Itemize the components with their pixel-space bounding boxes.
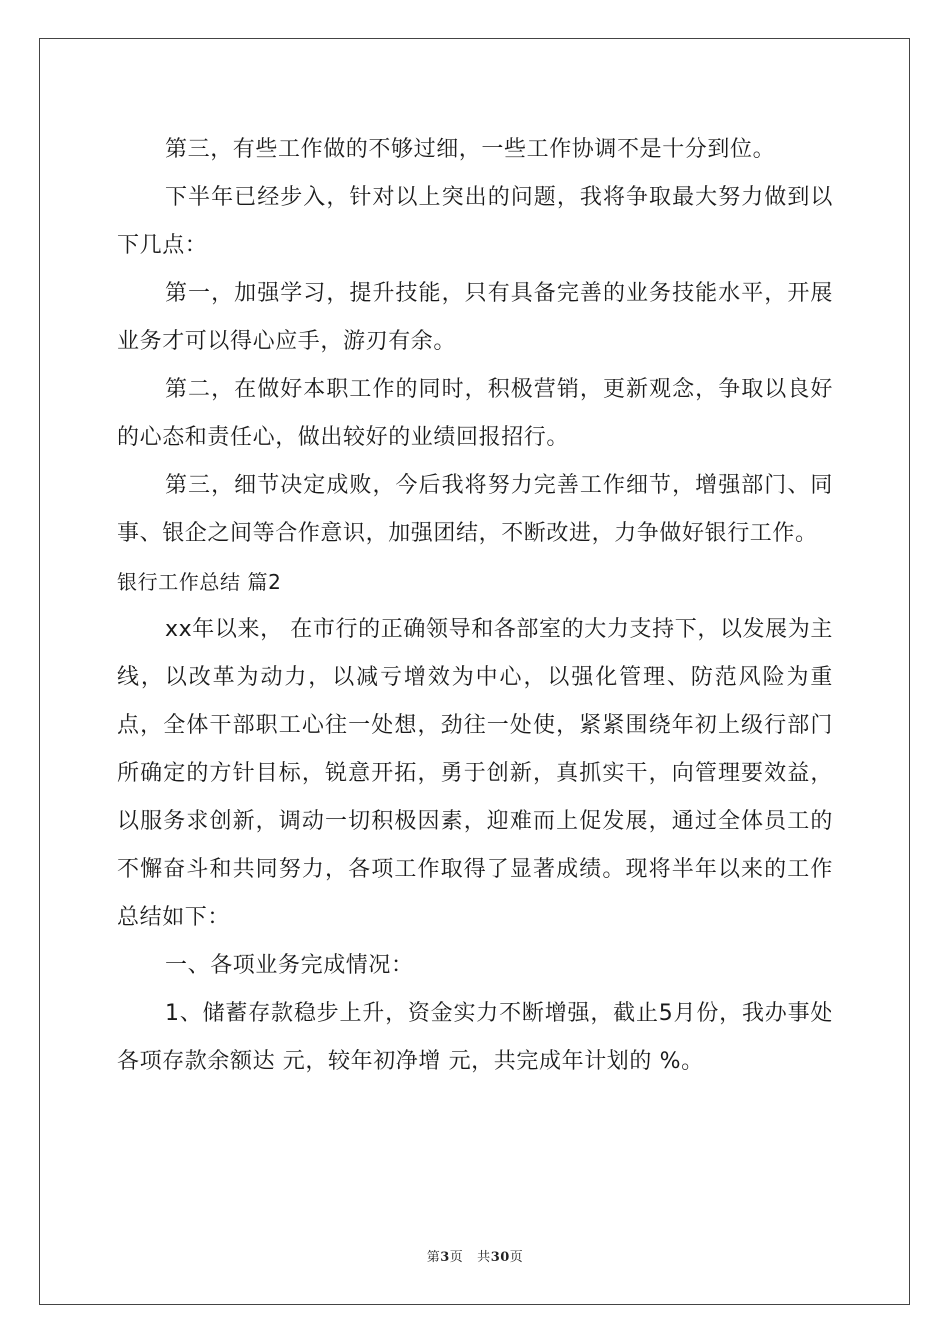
paragraph-point-one: 第一，加强学习，提升技能，只有具备完善的业务技能水平，开展业务才可以得心应手，游刃有余。	[117, 281, 833, 354]
paragraph-section-one-title: 一、各项业务完成情况：	[165, 953, 414, 978]
section-heading: 银行工作总结 篇2	[117, 570, 282, 594]
page-prefix: 第	[426, 1250, 441, 1265]
page-current: 3	[440, 1250, 450, 1265]
paragraph-summary-intro: xx年以来， 在市行的正确领导和各部室的大力支持下，以发展为主线，以改革为动力，以减亏增效为中心，以强化管理、防范风险为重点，全体干部职工心往一处想，劲往一处使，紧紧围绕年初上级行部门所确定的方针目标，锐意开拓，勇于创新，真抓实干，向管理要效益，以服务求创新，调动一切积极因素，迎难而上促发展，通过全体员工的不懈奋斗和共同努力，各项工作取得了显著成绩。现将半年以来的工作总结如下：	[117, 617, 833, 930]
paragraph-savings-deposits: 1、储蓄存款稳步上升，资金实力不断增强，截止5月份，我办事处各项存款余额达 元，较年初净增 元，共完成年计划的 %。	[117, 1001, 833, 1074]
document-body	[117, 126, 833, 1086]
page-total: 30	[490, 1250, 510, 1265]
paragraph-point-two: 第二，在做好本职工作的同时，积极营销，更新观念，争取以良好的心态和责任心，做出较好的业绩回报招行。	[117, 377, 833, 450]
paragraph-point-three: 第三，细节决定成败，今后我将努力完善工作细节，增强部门、同事、银企之间等合作意识，加强团结，不断改进，力争做好银行工作。	[117, 473, 833, 546]
paragraph-plan-intro: 下半年已经步入，针对以上突出的问题，我将争取最大努力做到以下几点：	[117, 185, 833, 258]
total-suffix: 页	[509, 1250, 524, 1265]
page-suffix: 页	[449, 1250, 464, 1265]
page-footer	[0, 1246, 950, 1265]
total-prefix: 共	[477, 1250, 491, 1265]
paragraph-third-issue: 第三，有些工作做的不够过细，一些工作协调不是十分到位。	[165, 137, 776, 162]
